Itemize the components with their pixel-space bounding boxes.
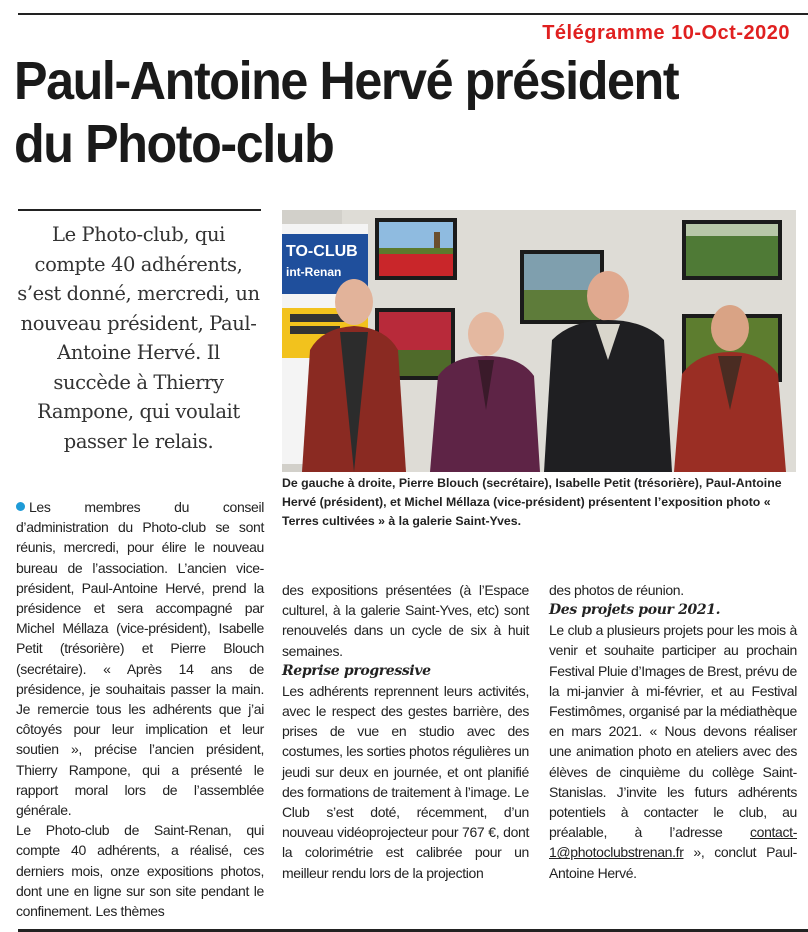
contact-email-link[interactable]: contact-1@photoclubstrenan.fr: [549, 824, 797, 861]
svg-text:TO-CLUB: TO-CLUB: [286, 243, 358, 260]
column-3-paragraph-2: Le club a plusieurs projets pour les mois à venir et souhaite participer au prochain Festival Pluie d’Images de Brest, prévu de la mi-janvier à mi-février, et au Festival Festimômes, organisé par la médiathèque en mars 2021. « Nous devons réaliser une animation photo en ateliers avec des élèves de cinquième du collège Saint-Stanislas. J’invite les futurs adhérents potentiels à contacter le club, au préalable, à l’adresse contact-1@photoclubstrenan.fr », conclut Paul-Antoine Hervé.: [549, 622, 797, 881]
column-2-paragraph-1: des expositions présentées (à l’Espace culturel, à la galerie Saint-Yves, etc) sont renouvelés dans un cycle de six à huit semaines.: [282, 582, 529, 659]
subhead-reprise: Reprise progressive: [282, 662, 431, 679]
bullet-icon: [16, 502, 25, 511]
svg-text:int-Renan: int-Renan: [286, 265, 342, 279]
column-1-paragraph-1: Les membres du conseil d’administration du Photo-club se sont réunis, mercredi, pour élire le nouveau bureau de l’association. L’ancien vice-président, Paul-Antoine Hervé, prend la présidence et sera accompagné par Michel Méllaza (vice-président), Isabelle Petit (trésorière) et Pierre Blouch (secrétaire). « Après 14 ans de présidence, je souhaitais passer la main. Je remercie tous les adhérents que j’ai côtoyés pour leur implication et leur soutien », précise l’ancien président, Thierry Rampone, qui a présenté le rapport moral lors de l’assemblée générale.: [16, 499, 264, 819]
article-column-2: [282, 580, 529, 883]
lead-rule: [18, 209, 261, 211]
framed-photo-1: [375, 218, 457, 280]
article-photo: [282, 210, 796, 472]
article-column-3: [549, 580, 797, 883]
framed-photo-4: [682, 220, 782, 280]
source-tag: Télégramme 10-Oct-2020: [542, 22, 790, 44]
subhead-projets: Des projets pour 2021.: [549, 602, 721, 619]
headline: Paul-Antoine Hervé président du Photo-club: [14, 51, 679, 174]
chapo: Le Photo-club, qui compte 40 adhérents, s’est donné, mercredi, un nouveau président, Paul-Antoine Hervé. Il succède à Thierry Rampone, qui voulait passer le relais.: [17, 223, 260, 453]
photo-caption: De gauche à droite, Pierre Blouch (secrétaire), Isabelle Petit (trésorière), Paul-Antoine Hervé (président), et Michel Méllaza (vice-président) présentent l’exposition photo « Terres cultivées » à la galerie Saint-Yves.: [282, 476, 782, 528]
top-rule: [18, 13, 808, 15]
column-1-paragraph-2: Le Photo-club de Saint-Renan, qui compte 40 adhérents, a réalisé, ces derniers mois, onze expositions photos, dont une en ligne sur son site pendant le confinement. Les thèmes: [16, 822, 264, 920]
article-column-1: [16, 497, 264, 921]
column-2-paragraph-2: Les adhérents reprennent leurs activités, avec le respect des gestes barrière, des prises de vue en studio avec des costumes, les sorties photos régulières un jeudi sur deux en journée, et ont planifié des formations de traitement à l’image. Le Club s’est doté, récemment, d’un nouveau vidéoprojecteur pour 767 €, dont la colorimétrie est calibrée pour un meilleur rendu lors de la projection: [282, 682, 529, 881]
column-3-paragraph-1: des photos de réunion.: [549, 582, 684, 598]
